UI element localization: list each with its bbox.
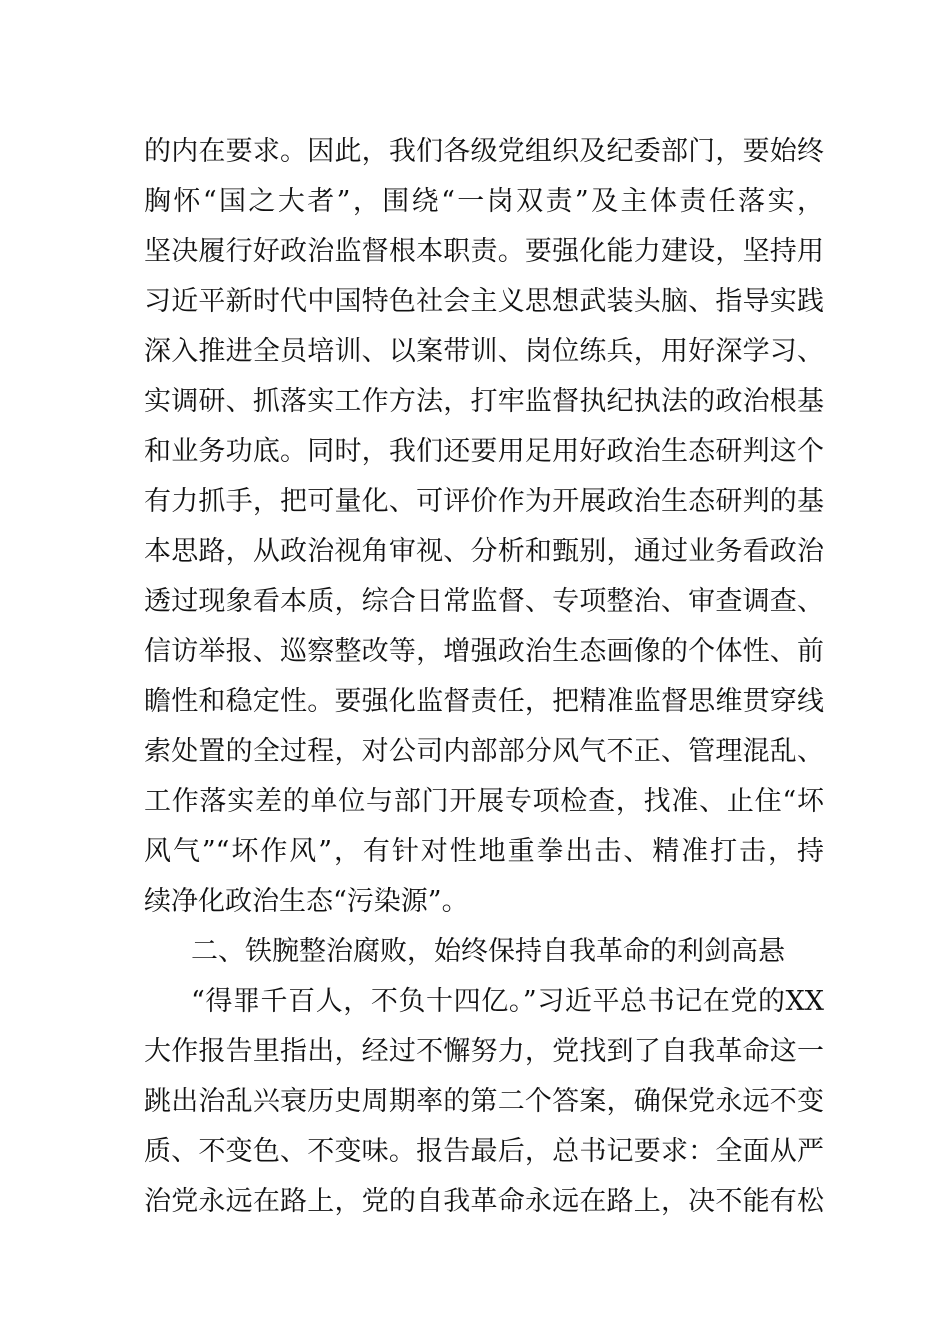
- text-line: 风气”“坏作风”，有针对性地重拳出击、精准打击，持: [144, 836, 824, 867]
- paragraph-first-line: “得罪千百人，不负十四亿。”习近平总书记在党的XX: [191, 986, 824, 1017]
- text-line: 工作落实差的单位与部门开展专项检查，找准、止住“坏: [144, 786, 824, 817]
- text-line: 质、不变色、不变味。报告最后，总书记要求：全面从严: [144, 1136, 824, 1167]
- section-heading: 二、铁腕整治腐败，始终保持自我革命的利剑高悬: [191, 936, 785, 967]
- text-line: 的内在要求。因此，我们各级党组织及纪委部门，要始终: [144, 136, 824, 167]
- text-line: 胸怀“国之大者”，围绕“一岗双责”及主体责任落实，: [144, 186, 824, 217]
- text-line: 本思路，从政治视角审视、分析和甄别，通过业务看政治: [144, 536, 824, 567]
- text-line: 深入推进全员培训、以案带训、岗位练兵，用好深学习、: [144, 336, 824, 367]
- text-line: 和业务功底。同时，我们还要用足用好政治生态研判这个: [144, 436, 824, 467]
- text-line: 大作报告里指出，经过不懈努力，党找到了自我革命这一: [144, 1036, 824, 1067]
- text-line: 跳出治乱兴衰历史周期率的第二个答案，确保党永远不变: [144, 1086, 824, 1117]
- text-line: 习近平新时代中国特色社会主义思想武装头脑、指导实践: [144, 286, 824, 317]
- text-line: 索处置的全过程，对公司内部部分风气不正、管理混乱、: [144, 736, 824, 767]
- text-line: 有力抓手，把可量化、可评价作为开展政治生态研判的基: [144, 486, 824, 517]
- text-line: 信访举报、巡察整改等，增强政治生态画像的个体性、前: [144, 636, 824, 667]
- text-line: 透过现象看本质，综合日常监督、专项整治、审查调查、: [144, 586, 824, 617]
- paragraph-end-line: 续净化政治生态“污染源”。: [144, 886, 469, 917]
- text-line: 瞻性和稳定性。要强化监督责任，把精准监督思维贯穿线: [144, 686, 824, 717]
- text-line: 治党永远在路上，党的自我革命永远在路上，决不能有松: [144, 1186, 824, 1217]
- text-line: 坚决履行好政治监督根本职责。要强化能力建设，坚持用: [144, 236, 824, 267]
- text-line: 实调研、抓落实工作方法，打牢监督执纪执法的政治根基: [144, 386, 824, 417]
